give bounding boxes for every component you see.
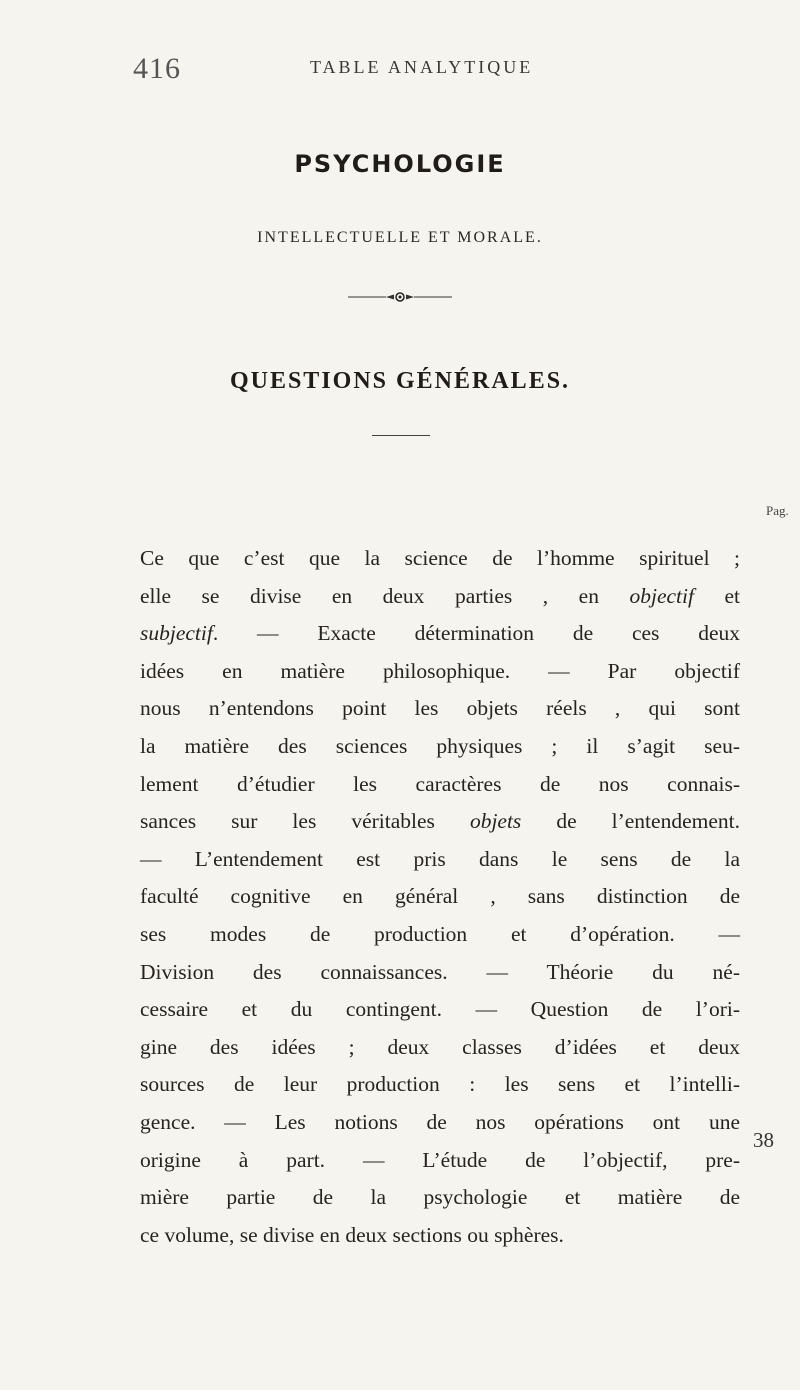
text-line: subjectif. — Exacte détermination de ces deux	[140, 621, 740, 646]
margin-page-label: Pag.	[766, 503, 789, 518]
text-line: nous n’entendons point les objets réels , qui sont	[140, 696, 740, 721]
text-line: cessaire et du contingent. — Question de l’ori-	[140, 997, 740, 1022]
text-line: gence. — Les notions de nos opérations ont une	[140, 1109, 740, 1134]
main-title: PSYCHOLOGIE	[294, 150, 506, 178]
section-title: QUESTIONS GÉNÉRALES.	[229, 368, 571, 394]
text-line: origine à part. — L’étude de l’objectif, pre-	[140, 1147, 740, 1172]
decorative-ornament-icon	[348, 291, 452, 303]
text-line: faculté cognitive en général , sans distinction de	[140, 884, 740, 909]
text-line: la matière des sciences physiques ; il s’agit seu-	[140, 733, 740, 758]
divider-rule	[372, 435, 430, 436]
text-line: idées en matière philosophique. — Par objectif	[140, 658, 740, 683]
body-paragraph	[140, 540, 740, 1254]
text-line: elle se divise en deux parties , en objectif et	[140, 583, 740, 608]
text-line: sources de leur production : les sens et l’intelli-	[140, 1072, 740, 1097]
text-line: — L’entendement est pris dans le sens de la	[140, 846, 740, 871]
page-number: 416	[133, 52, 181, 85]
text-line: Ce que c’est que la science de l’homme spirituel ;	[140, 546, 740, 570]
text-line: sances sur les véritables objets de l’entendement.	[140, 809, 740, 834]
text-line: ses modes de production et d’opération. —	[140, 921, 740, 946]
running-head: TABLE ANALYTIQUE	[310, 57, 534, 77]
margin-page-reference: 38	[753, 1128, 774, 1152]
subtitle: INTELLECTUELLE ET MORALE.	[257, 229, 543, 246]
text-line: ce volume, se divise en deux sections ou sphères.	[140, 1222, 564, 1247]
text-line: gine des idées ; deux classes d’idées et deux	[140, 1034, 740, 1059]
text-line: Division des connaissances. — Théorie du né-	[140, 959, 740, 984]
text-line: lement d’étudier les caractères de nos connais-	[140, 771, 740, 796]
text-line: mière partie de la psychologie et matière de	[140, 1185, 740, 1210]
